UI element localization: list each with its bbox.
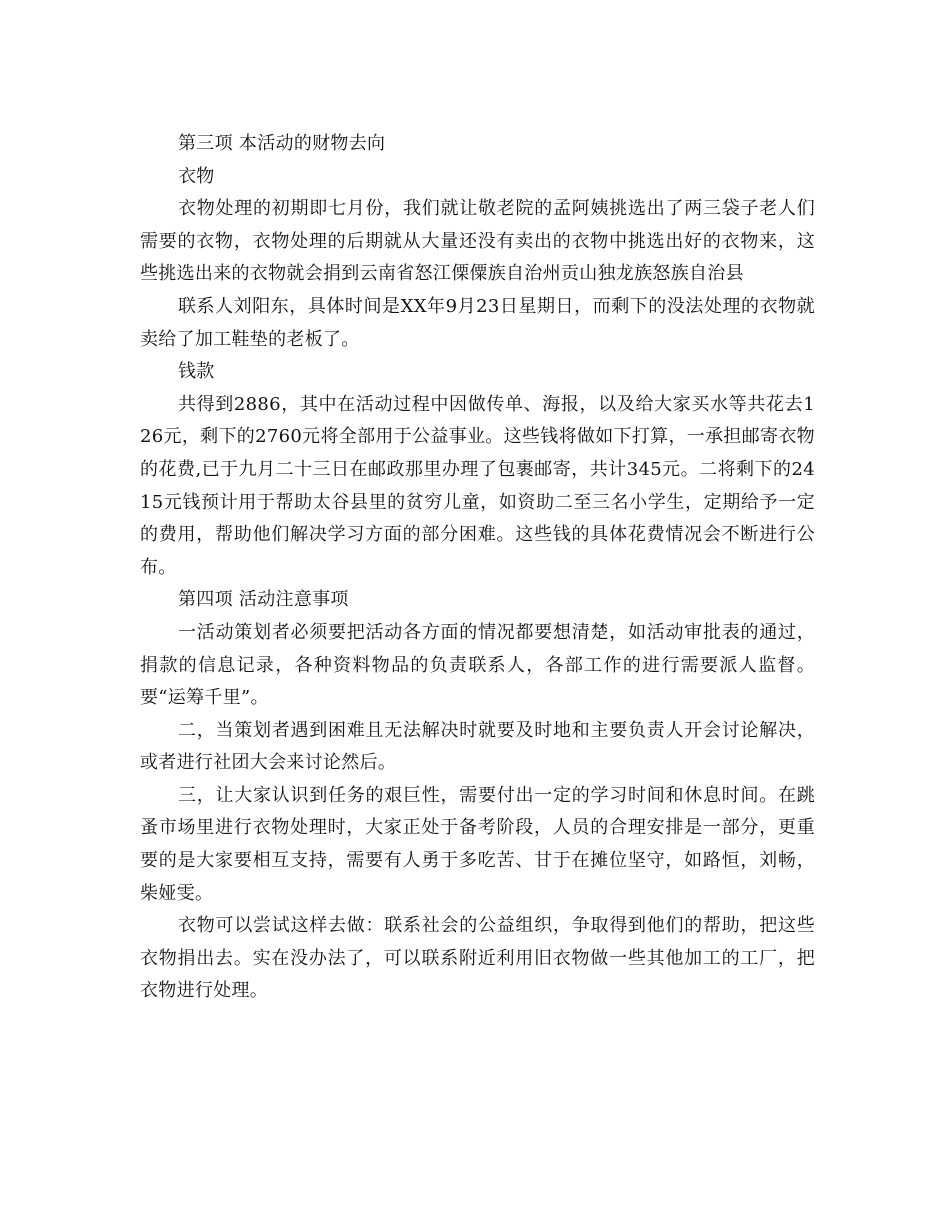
paragraph-note-3: 三，让大家认识到任务的艰巨性，需要付出一定的学习时间和休息时间。在跳蚤市场里进行衣物处理时，大家正处于备考阶段，人员的合理安排是一部分，更重要的是大家要相互支持，需要有人勇于多吃苦、甘于在摊位坚守，如路恒，刘畅，柴娅雯。	[140, 784, 815, 904]
paragraph-clothing-processing: 衣物处理的初期即七月份，我们就让敬老院的孟阿姨挑选出了两三袋子老人们需要的衣物，衣物处理的后期就从大量还没有卖出的衣物中挑选出好的衣物来，这些挑选出来的衣物就会捐到云南省怒江傈僳族自治州贡山独龙族怒族自治县	[140, 198, 815, 285]
paragraph-note-1: 一活动策划者必须要把活动各方面的情况都要想清楚，如活动审批表的通过，捐款的信息记录，各种资料物品的负责联系人，各部工作的进行需要派人监督。要“运筹千里”。	[140, 621, 815, 709]
section-heading-3: 第三项 本活动的财物去向	[178, 133, 386, 154]
paragraph-contact: 联系人刘阳东，具体时间是XX年9月23日星期日，而剩下的没法处理的衣物就卖给了加工鞋垫的老板了。	[140, 295, 815, 350]
section-heading-4: 第四项 活动注意事项	[178, 589, 349, 611]
paragraph-money-usage: 共得到2886，其中在活动过程中因做传单、海报，以及给大家买水等共花去126元，剩下的2760元将全部用于公益事业。这些钱将做如下打算，一承担邮寄衣物的花费,已于九月二十三日在邮政那里办理了包裹邮寄，共计345元。二将剩下的2415元钱预计用于帮助太谷县里的贫穷儿童，如资助二至三名小学生，定期给予一定的费用，帮助他们解决学习方面的部分困难。这些钱的具体花费情况会不断进行公布。	[140, 393, 815, 578]
subheading-money: 钱款	[178, 361, 215, 383]
paragraph-note-2: 二，当策划者遇到困难且无法解决时就要及时地和主要负责人开会讨论解决，或者进行社团大会来讨论然后。	[140, 719, 815, 774]
subheading-clothing: 衣物	[178, 165, 215, 187]
document-body	[140, 128, 815, 1008]
paragraph-clothing-suggestion: 衣物可以尝试这样去做：联系社会的公益组织，争取得到他们的帮助，把这些衣物捐出去。实在没办法了，可以联系附近利用旧衣物做一些其他加工的工厂，把衣物进行处理。	[140, 915, 815, 1002]
